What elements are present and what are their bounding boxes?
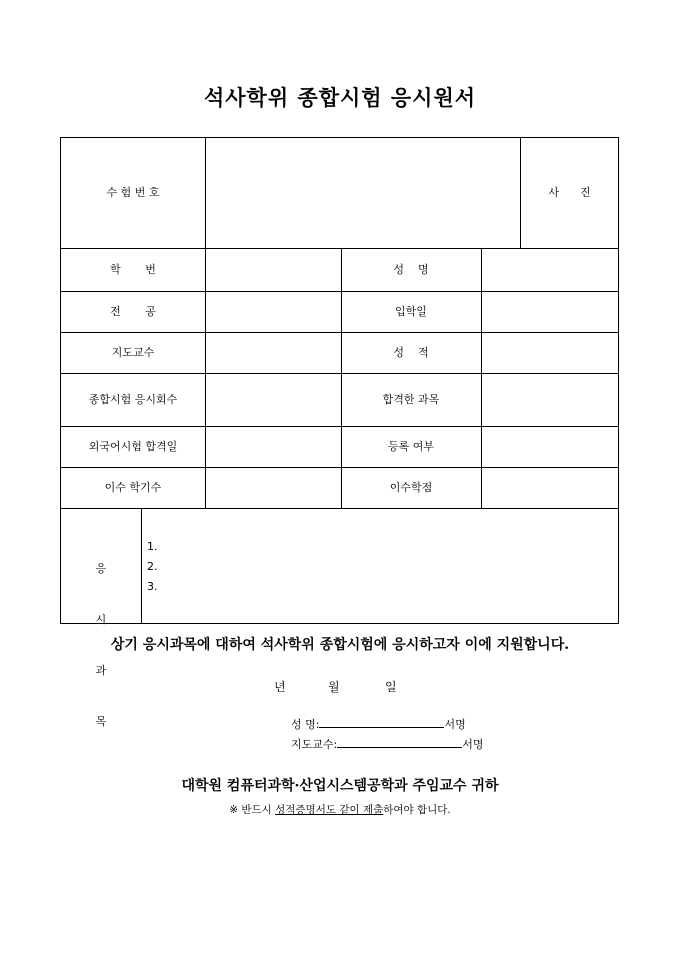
registration-status-label: 등록 여부	[387, 440, 434, 453]
advisor-label: 지도교수	[111, 346, 155, 359]
date-year: 년	[274, 680, 286, 694]
name-field[interactable]	[482, 249, 618, 291]
registration-status-field[interactable]	[482, 427, 618, 467]
table-divider	[341, 248, 342, 508]
note-suffix: 하여야 합니다.	[383, 804, 451, 816]
admission-date-label: 입학일	[395, 305, 427, 318]
language-exam-date-field[interactable]	[206, 427, 341, 467]
subjects-label-char: 시	[95, 613, 107, 626]
name-signature-line	[291, 716, 466, 732]
note-text	[0, 802, 680, 817]
student-id-field[interactable]	[206, 249, 341, 291]
student-id-label: 학 번	[110, 263, 156, 276]
passed-subjects-label: 합격한 과목	[382, 393, 440, 406]
credits-completed-field[interactable]	[482, 468, 618, 508]
page-title: 석사학위 종합시험 응시원서	[203, 85, 477, 110]
subject-item[interactable]: 2.	[147, 560, 158, 573]
subjects-label-char: 응	[95, 562, 107, 575]
name-signature-label: 성 명:	[291, 718, 320, 731]
name-signature-field[interactable]	[319, 716, 444, 728]
date-day: 일	[385, 680, 397, 694]
photo-label: 사 진	[548, 186, 591, 199]
table-divider	[61, 508, 618, 509]
exam-number-field[interactable]	[206, 139, 520, 248]
subject-item[interactable]: 1.	[147, 540, 158, 553]
credits-completed-label: 이수학점	[389, 481, 433, 494]
advisor-field[interactable]	[206, 333, 341, 373]
advisor-signature-suffix: 서명	[462, 738, 484, 751]
exam-attempts-label: 종합시험 응시회수	[88, 393, 178, 406]
exam-attempts-field[interactable]	[206, 374, 341, 426]
advisor-signature-label: 지도교수:	[291, 738, 338, 751]
admission-date-field[interactable]	[482, 292, 618, 332]
subject-item[interactable]: 3.	[147, 580, 158, 593]
note-prefix: ※ 반드시	[229, 804, 276, 816]
declaration-text: 상기 응시과목에 대하여 석사학위 종합시험에 응시하고자 이에 지원합니다.	[110, 637, 570, 653]
major-field[interactable]	[206, 292, 341, 332]
addressee-text: 대학원 컴퓨터과학·산업시스템공학과 주임교수 귀하	[181, 778, 499, 794]
grades-field[interactable]	[482, 333, 618, 373]
table-divider	[141, 508, 142, 623]
grades-label: 성 적	[393, 346, 429, 359]
semesters-completed-field[interactable]	[206, 468, 341, 508]
name-signature-suffix: 서명	[444, 718, 466, 731]
major-label: 전 공	[110, 305, 156, 318]
note-underlined: 성적증명서도 같이 제출	[275, 804, 384, 816]
semesters-completed-label: 이수 학기수	[104, 481, 162, 494]
passed-subjects-field[interactable]	[482, 374, 618, 426]
subjects-list[interactable]	[147, 537, 158, 597]
date-month: 월	[328, 680, 340, 694]
advisor-signature-field[interactable]	[337, 736, 462, 748]
language-exam-date-label: 외국어시험 합격일	[88, 440, 178, 453]
exam-number-label: 수 험 번 호	[106, 186, 160, 199]
subjects-label-char: 과	[95, 664, 107, 677]
name-label: 성 명	[393, 263, 429, 276]
subjects-label-char: 목	[95, 715, 107, 728]
advisor-signature-line	[291, 736, 483, 752]
